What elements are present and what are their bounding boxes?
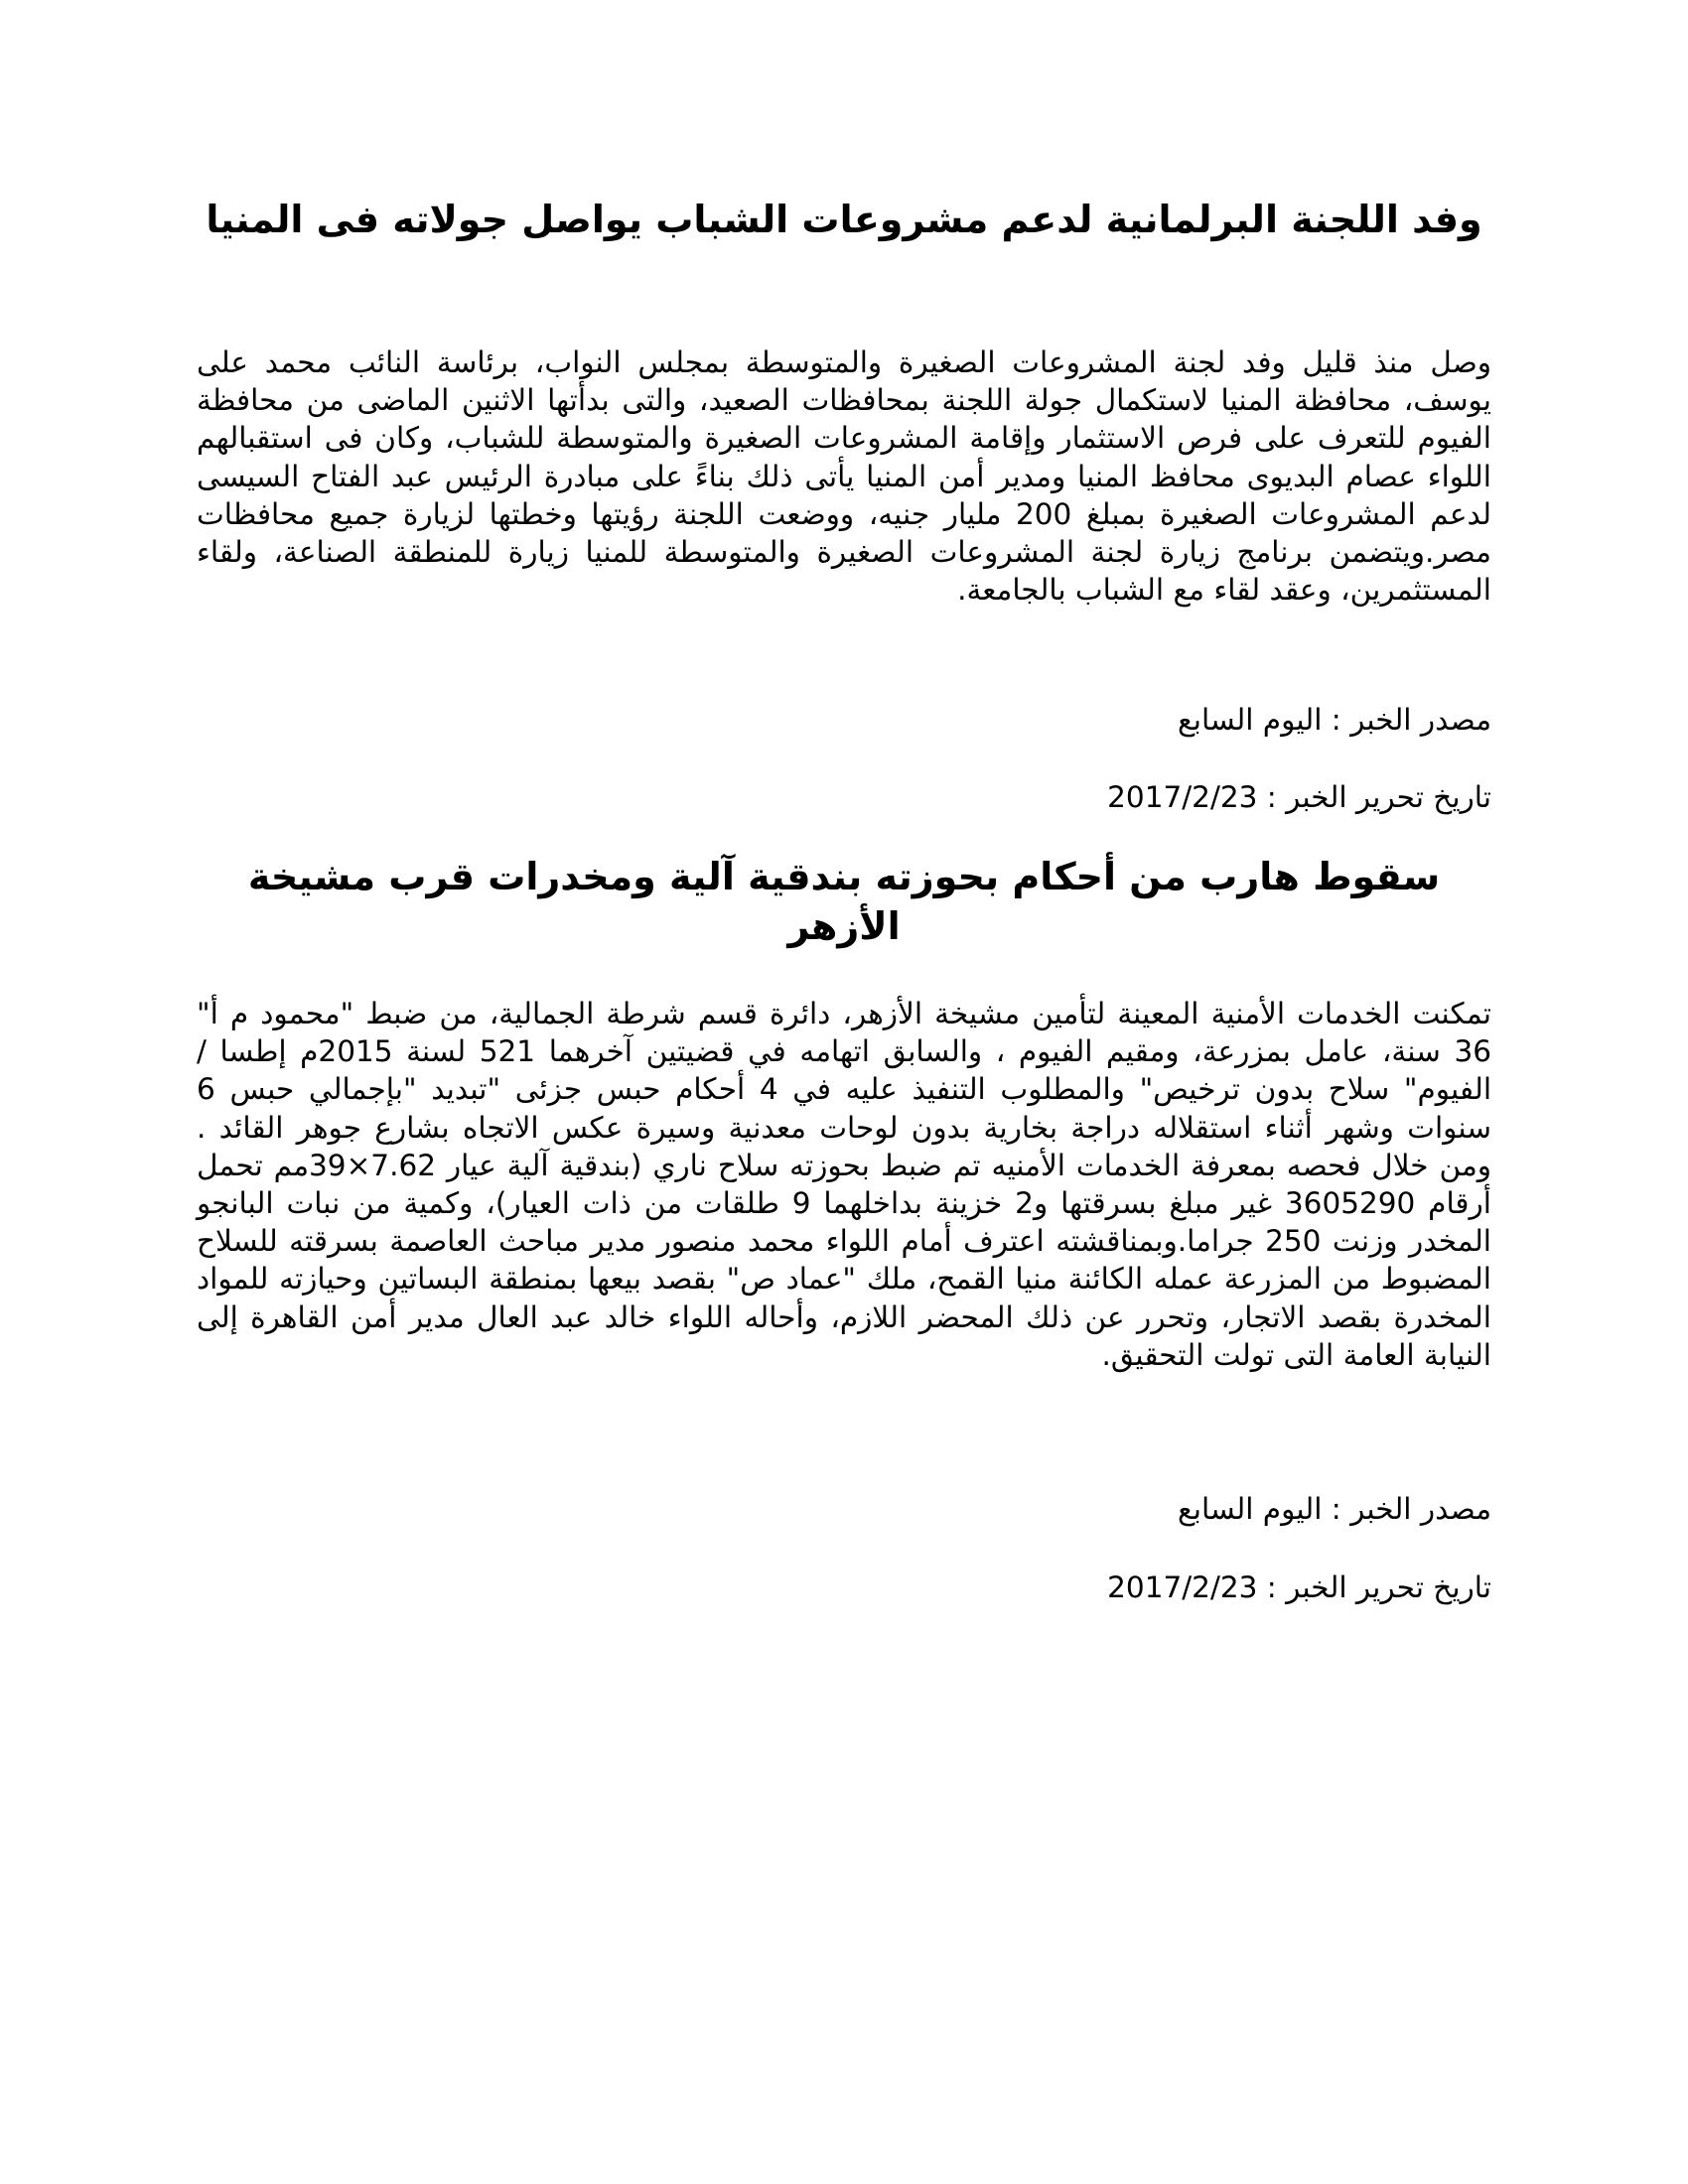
article-body: تمكنت الخدمات الأمنية المعينة لتأمين مشيخة الأزهر، دائرة قسم شرطة الجمالية، من ضبط "محمود م أ" 36 سنة، عامل بمزرعة، ومقيم الفيوم ، والسابق اتهامه في قضيتين آخرهما 521 لسنة 2015م إطسا / الفيوم" سلاح بدون ترخيص" والمطلوب التنفيذ عليه في 4 أحكام حبس جزئى "تبديد "بإجمالي حبس 6 سنوات وشهر أثناء استقلاله دراجة بخارية بدون لوحات معدنية وسيرة عكس الاتجاه بشارع جوهر القائد . ومن خلال فحصه بمعرفة الخدمات الأمنيه تم ضبط بحوزته سلاح ناري (بندقية آلية عيار 7.62×39مم تحمل أرقام 3605290 غير مبلغ بسرقتها و2 خزينة بداخلهما 9 طلقات من ذات العيار)، وكمية من نبات البانجو المخدر وزنت 250 جراما.وبمناقشته اعترف أمام اللواء محمد منصور مدير مباحث العاصمة بسرقته للسلاح المضبوط من المزرعة عمله الكائنة منيا القمح، ملك "عماد ص" بقصد بيعها بمنطقة البساتين وحيازته للمواد المخدرة بقصد الاتجار، وتحرر عن ذلك المحضر اللازم، وأحاله اللواء خالد عبد العال مدير أمن القاهرة إلى النيابة العامة التى تولت التحقيق. bbox=[197, 997, 1492, 1372]
article-source: مصدر الخبر : اليوم السابع bbox=[1178, 1492, 1491, 1526]
article-source: مصدر الخبر : اليوم السابع bbox=[1178, 703, 1491, 737]
article-date: تاريخ تحرير الخبر : 2017/2/23 bbox=[1107, 780, 1491, 814]
article-date: تاريخ تحرير الخبر : 2017/2/23 bbox=[1107, 1570, 1491, 1604]
article-title: وفد اللجنة البرلمانية لدعم مشروعات الشباب يواصل جولاته فى المنيا bbox=[206, 198, 1482, 241]
article-title: سقوط هارب من أحكام بحوزته بندقية آلية ومخدرات قرب مشيخة الأزهر bbox=[247, 855, 1441, 948]
article-body: وصل منذ قليل وفد لجنة المشروعات الصغيرة والمتوسطة بمجلس النواب، برئاسة النائب محمد على يوسف، محافظة المنيا لاستكمال جولة اللجنة بمحافظات الصعيد، والتى بدأتها الاثنين الماضى من محافظة الفيوم للتعرف على فرص الاستثمار وإقامة المشروعات الصغيرة والمتوسطة للشباب، وكان فى استقبالهم اللواء عصام البديوى محافظ المنيا ومدير أمن المنيا يأتى ذلك بناءً على مبادرة الرئيس عبد الفتاح السيسى لدعم المشروعات الصغيرة بمبلغ 200 مليار جنيه، ووضعت اللجنة رؤيتها وخطتها لزيارة جميع محافظات مصر.ويتضمن برنامج زيارة لجنة المشروعات الصغيرة والمتوسطة للمنيا زيارة للمنطقة الصناعة، ولقاء المستثمرين، وعقد لقاء مع الشباب بالجامعة. bbox=[197, 345, 1491, 608]
